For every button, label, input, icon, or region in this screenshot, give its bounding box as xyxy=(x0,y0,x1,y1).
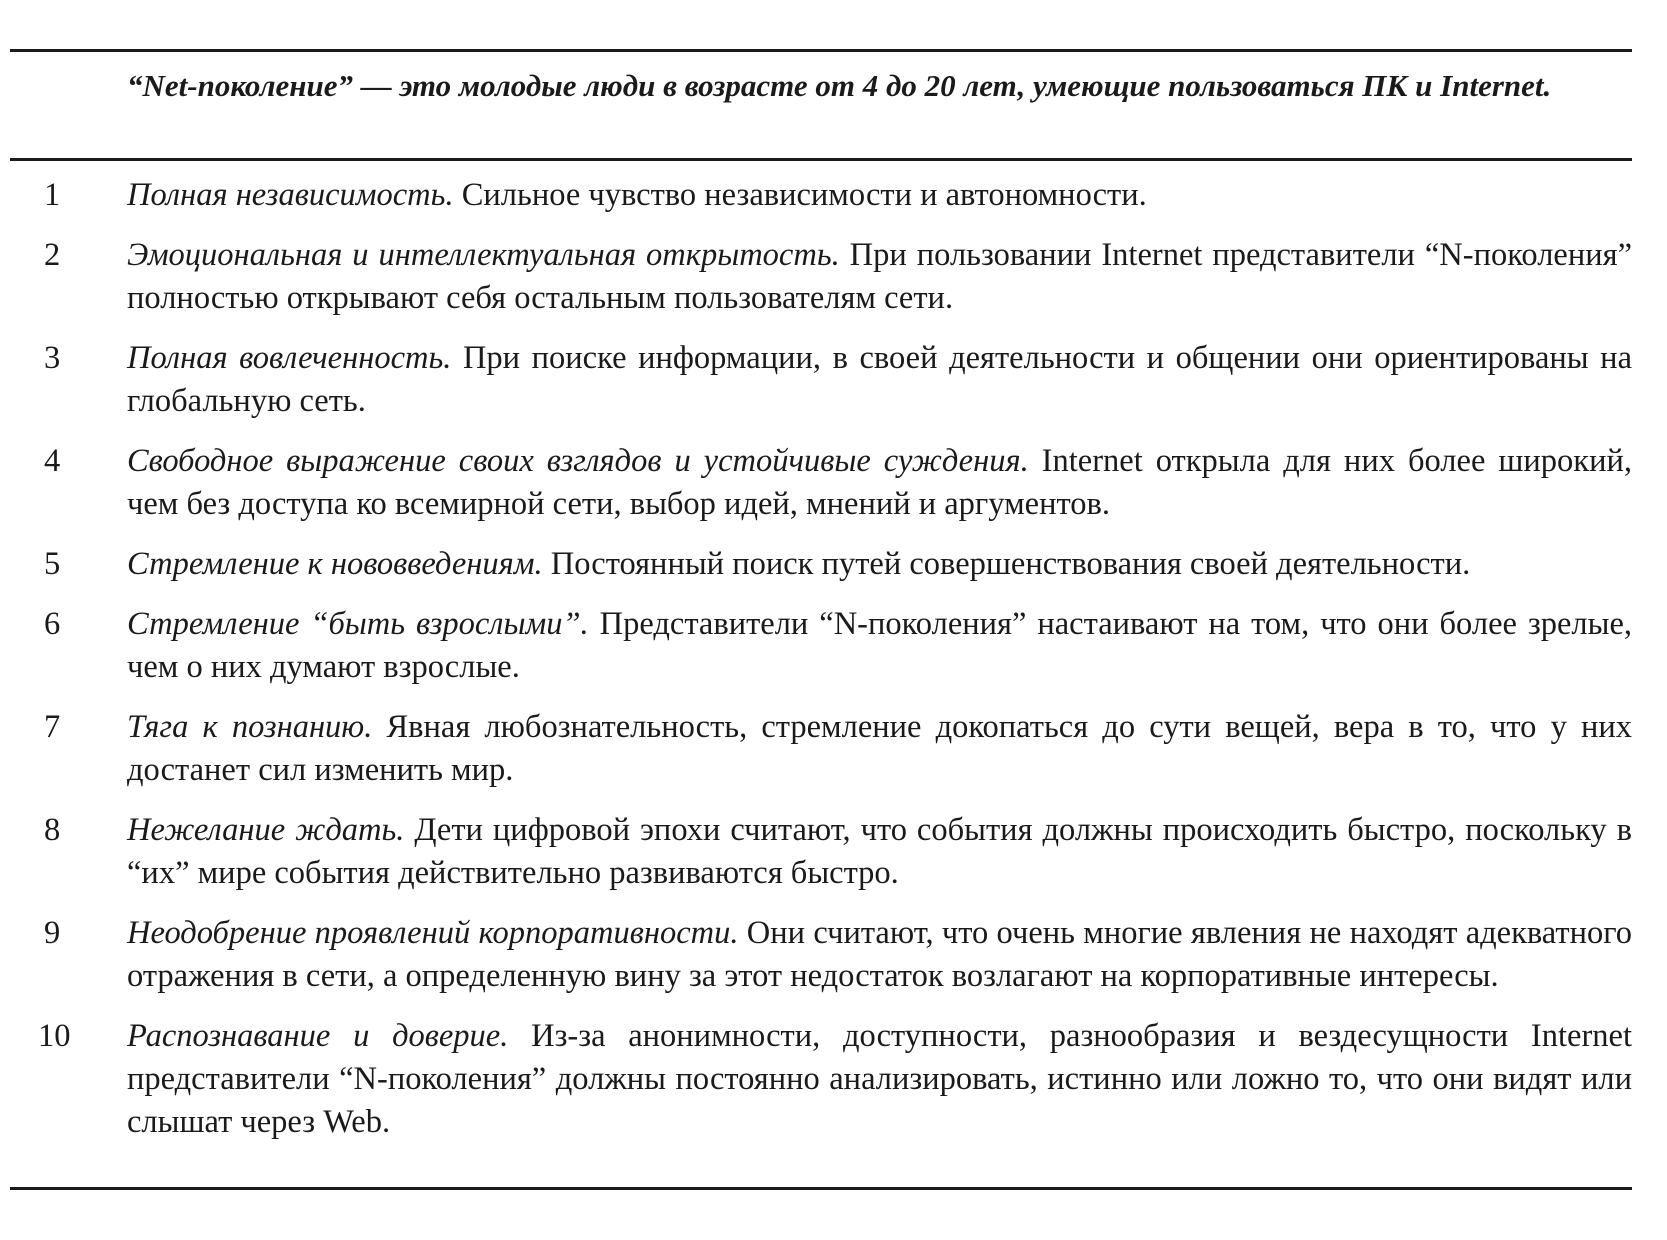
item-body xyxy=(127,1015,1632,1144)
item-term: Стремление к нововведениям. xyxy=(127,546,543,582)
item-text: Сильное чувство независимости и автономности. xyxy=(453,177,1147,213)
list-item xyxy=(0,603,1667,689)
list-item xyxy=(0,440,1667,526)
item-body xyxy=(127,543,1632,586)
item-term: Свободное выражение своих взглядов и устойчивые суждения. xyxy=(127,443,1029,479)
item-number: 9 xyxy=(44,915,61,951)
list-item xyxy=(0,1015,1667,1144)
item-body xyxy=(127,603,1632,689)
item-body xyxy=(127,912,1632,998)
item-body xyxy=(127,337,1632,423)
item-number: 4 xyxy=(44,443,61,479)
characteristics-list xyxy=(0,174,1667,1161)
list-item xyxy=(0,912,1667,998)
item-text: Дети цифровой эпохи считают, что события должны происходить быстро, поскольку в “их” мире события действительно развиваются быстро. xyxy=(127,812,1632,891)
item-term: Нежелание ждать. xyxy=(127,812,405,848)
item-body xyxy=(127,706,1632,792)
list-item xyxy=(0,234,1667,320)
item-text: Из-за анонимности, доступности, разнообразия и вездесущности Internet представители “N-поколения” должны постоянно анализировать, истинно или ложно то, что они видят или слышат через Web. xyxy=(127,1018,1632,1140)
list-item xyxy=(0,706,1667,792)
list-item xyxy=(0,174,1667,217)
item-term: Тяга к познанию. xyxy=(127,709,373,745)
list-item xyxy=(0,337,1667,423)
item-term: Неодобрение проявлений корпоративности. xyxy=(127,915,739,951)
top-rule xyxy=(10,49,1632,52)
item-body xyxy=(127,440,1632,526)
header-rule xyxy=(10,158,1632,161)
item-text: Представители “N-поколения” настаивают на том, что они более зрелые, чем о них думают взрослые. xyxy=(127,606,1633,685)
item-number: 5 xyxy=(44,546,61,582)
item-text: При пользовании Internet представители “N-поколения” полностью открывают себя остальным пользователям сети. xyxy=(127,237,1632,316)
item-number: 2 xyxy=(44,237,61,273)
bottom-rule xyxy=(10,1187,1632,1190)
item-body xyxy=(127,809,1632,895)
item-number: 7 xyxy=(44,709,61,745)
item-number: 10 xyxy=(38,1018,71,1054)
item-body xyxy=(127,174,1632,217)
item-text: Явная любознательность, стремление докопаться до сути вещей, вера в то, что у них достанет сил изменить мир. xyxy=(127,709,1632,788)
list-item xyxy=(0,543,1667,586)
item-term: Эмоциональная и интеллектуальная открытость. xyxy=(127,237,840,273)
item-text: Постоянный поиск путей совершенствования своей деятельности. xyxy=(542,546,1471,582)
definition-header: “Net-поколение” — это молодые люди в возрасте от 4 до 20 лет, умеющие пользоваться ПК и Internet. xyxy=(127,68,1552,103)
item-text: Они считают, что очень многие явления не находят адекватного отражения в сети, а определенную вину за этот недостаток возлагают на корпоративные интересы. xyxy=(127,915,1632,994)
item-term: Стремление “быть взрослыми”. xyxy=(127,606,589,642)
item-term: Полная вовлеченность. xyxy=(127,340,452,376)
list-item xyxy=(0,809,1667,895)
item-term: Полная независимость. xyxy=(127,177,454,213)
item-number: 3 xyxy=(44,340,61,376)
item-body xyxy=(127,234,1632,320)
item-number: 6 xyxy=(44,606,61,642)
item-term: Распознавание и доверие. xyxy=(127,1018,509,1054)
item-number: 1 xyxy=(44,177,61,213)
item-text: Internet открыла для них более широкий, чем без доступа ко всемирной сети, выбор идей, мнений и аргументов. xyxy=(127,443,1632,522)
item-text: При поиске информации, в своей деятельности и общении они ориентированы на глобальную сеть. xyxy=(127,340,1632,419)
item-number: 8 xyxy=(44,812,61,848)
